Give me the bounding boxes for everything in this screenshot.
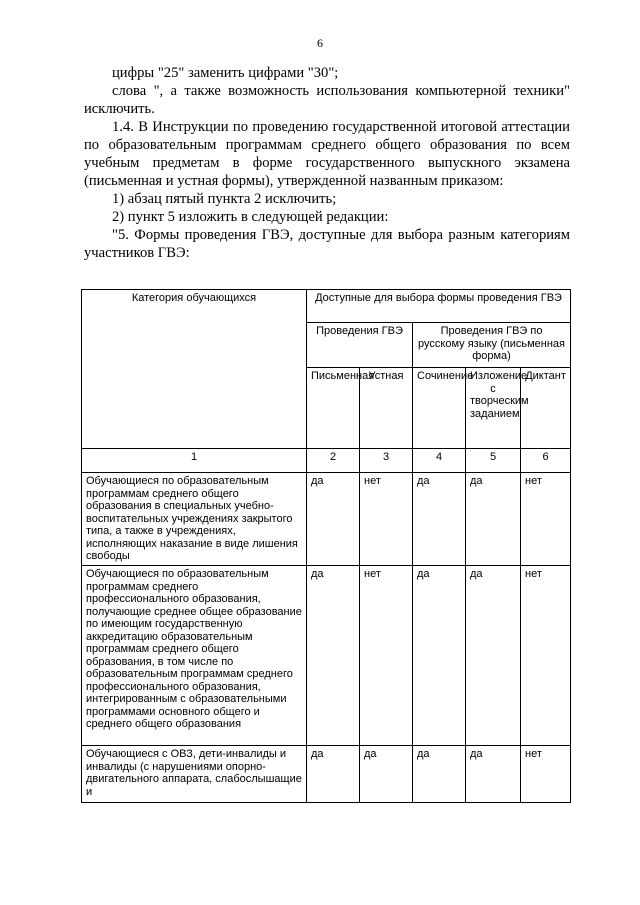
- cell-oral: нет: [360, 473, 413, 566]
- col-written: Письменная: [307, 368, 360, 449]
- page-number: 6: [317, 36, 323, 50]
- cell-oral: да: [360, 746, 413, 803]
- col-essay: Сочинение: [413, 368, 466, 449]
- cell-dictation: нет: [521, 746, 571, 803]
- header-forms: Доступные для выбора формы проведения ГВЭ: [307, 290, 571, 323]
- cell-dictation: нет: [521, 566, 571, 746]
- col-number-4: 4: [413, 449, 466, 473]
- header-gve: Проведения ГВЭ: [307, 323, 413, 368]
- col-number-6: 6: [521, 449, 571, 473]
- gve-forms-table: [81, 289, 571, 803]
- row-category: Обучающиеся по образовательным программам среднего профессионального образования, получающие среднее общее образование по имеющим государственную аккредитацию образовательным программам среднего общего образования, в том числе по образовательным программам среднего профессионального образования, интегрированным с образовательными программами основного общего и среднего общего образования: [82, 566, 307, 746]
- col-number-5: 5: [466, 449, 521, 473]
- table-row: [82, 473, 571, 566]
- paragraph-digits: цифры "25" заменить цифрами "30";: [112, 65, 339, 81]
- paragraph-item-1: 1) абзац пятый пункта 2 исключить;: [112, 191, 337, 207]
- header-category: Категория обучающихся: [82, 290, 307, 449]
- paragraph-item-2: 2) пункт 5 изложить в следующей редакции:: [112, 209, 389, 225]
- cell-written: да: [307, 746, 360, 803]
- header-russian: Проведения ГВЭ по русскому языку (письменная форма): [413, 323, 571, 368]
- document-body: [84, 64, 570, 262]
- row-category: Обучающиеся по образовательным программам среднего общего образования в специальных учебно-воспитательных учреждениях закрытого типа, а также в учреждениях, исполняющих наказание в виде лишения свободы: [82, 473, 307, 566]
- cell-presentation: да: [466, 473, 521, 566]
- paragraph-words: слова ", а также возможность использования компьютерной техники" исключить.: [84, 83, 570, 117]
- cell-written: да: [307, 473, 360, 566]
- col-oral: Устная: [360, 368, 413, 449]
- cell-presentation: да: [466, 746, 521, 803]
- table-row: [82, 566, 571, 746]
- cell-presentation: да: [466, 566, 521, 746]
- col-presentation: Изложение с творческим заданием: [466, 368, 521, 449]
- cell-written: да: [307, 566, 360, 746]
- cell-essay: да: [413, 746, 466, 803]
- col-number-1: 1: [82, 449, 307, 473]
- col-number-3: 3: [360, 449, 413, 473]
- paragraph-instruction: 1.4. В Инструкции по проведению государственной итоговой аттестации по образовательным программам среднего общего образования по всем учебным предметам в форме государственного выпускного экзамена (письменная и устная формы), утвержденной названным приказом:: [84, 119, 570, 189]
- col-number-2: 2: [307, 449, 360, 473]
- cell-essay: да: [413, 473, 466, 566]
- row-category: Обучающиеся с ОВЗ, дети-инвалиды и инвалиды (с нарушениями опорно-двигательного аппарата, слабослышащие и: [82, 746, 307, 803]
- table-numbers-row: [82, 449, 571, 473]
- col-dictation: Диктант: [521, 368, 571, 449]
- cell-essay: да: [413, 566, 466, 746]
- paragraph-point-5: "5. Формы проведения ГВЭ, доступные для выбора разным категориям участников ГВЭ:: [84, 227, 570, 261]
- table-header-row: [82, 290, 571, 323]
- cell-oral: нет: [360, 566, 413, 746]
- cell-dictation: нет: [521, 473, 571, 566]
- table-row: [82, 746, 571, 803]
